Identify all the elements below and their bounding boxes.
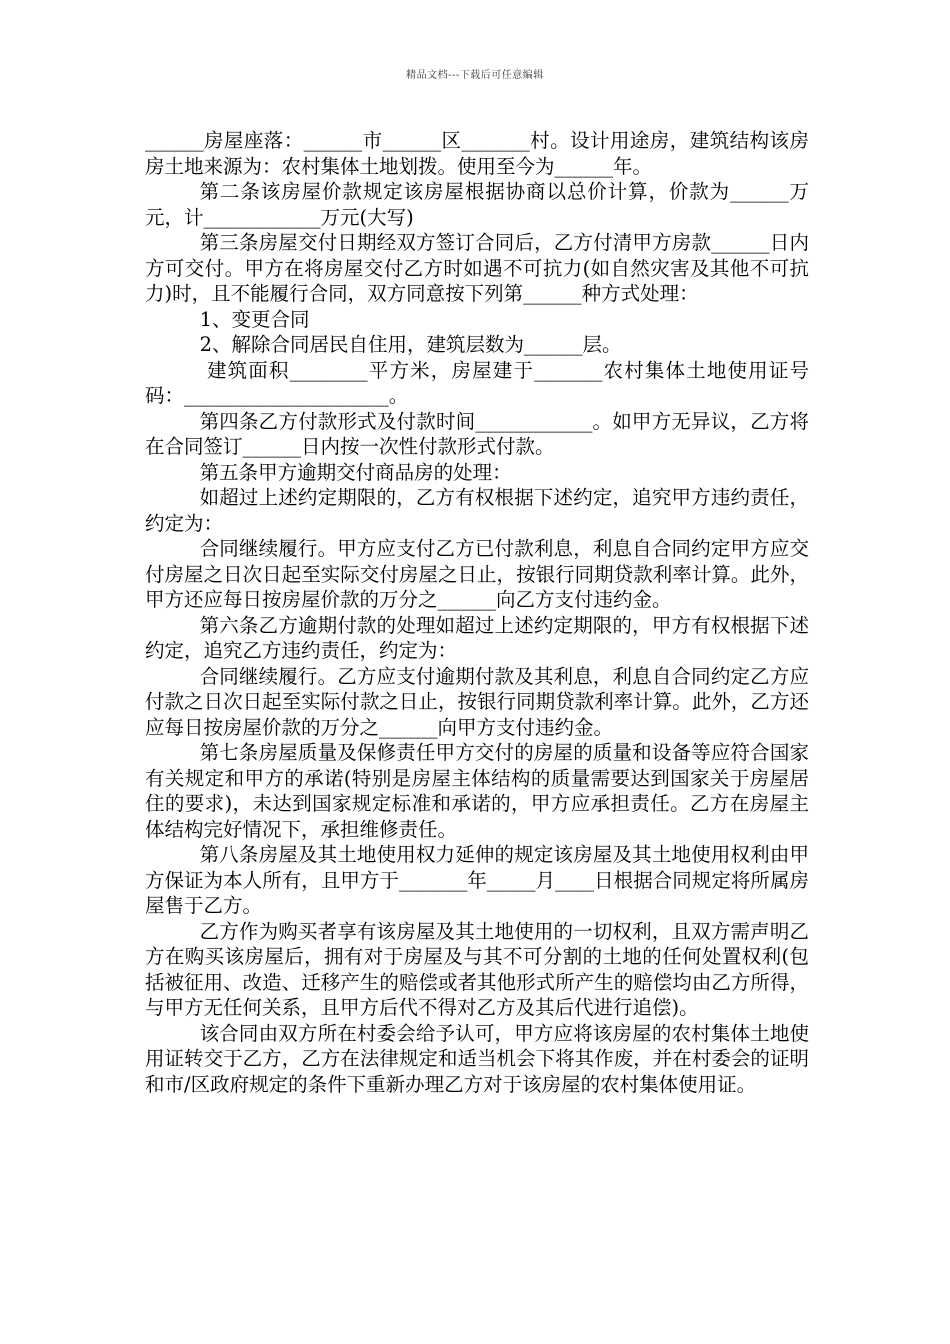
paragraph-13: 第七条房屋质量及保修责任甲方交付的房屋的质量和设备等应符合国家有关规定和甲方的承诺(特别是房屋主体结构的质量需要达到国家关于房屋居住的要求)，未达到国家规定标准和承诺的，甲方应承担责任。乙方在房屋主体结构完好情况下，承担维修责任。 xyxy=(145,741,809,841)
paragraph-12: 合同继续履行。乙方应支付逾期付款及其利息，利息自合同约定乙方应付款之日次日起至实际付款之日止，按银行同期贷款利率计算。此外，乙方还应每日按房屋价款的万分之______向甲方支付违约金。 xyxy=(145,664,809,739)
paragraph-15: 乙方作为购买者享有该房屋及其土地使用的一切权利，且双方需声明乙方在购买该房屋后，拥有对于房屋及与其不可分割的土地的任何处置权利(包括被征用、改造、迁移产生的赔偿或者其他形式所产生的赔偿均由乙方所得，与甲方无任何关系，且甲方后代不得对乙方及其后代进行追偿)。 xyxy=(145,919,809,1019)
paragraph-16: 该合同由双方所在村委会给予认可，甲方应将该房屋的农村集体土地使用证转交于乙方，乙方在法律规定和适当机会下将其作废，并在村委会的证明和市/区政府规定的条件下重新办理乙方对于该房屋的农村集体使用证。 xyxy=(145,1021,809,1096)
paragraph-14: 第八条房屋及其土地使用权力延伸的规定该房屋及其土地使用权利由甲方保证为本人所有，且甲方于_______年_____月____日根据合同规定将所属房屋售于乙方。 xyxy=(145,843,809,917)
paragraph-11: 第六条乙方逾期付款的处理如超过上述约定期限的，甲方有权根据下述约定，追究乙方违约责任，约定为： xyxy=(145,613,809,662)
paragraph-10: 合同继续履行。甲方应支付乙方已付款利息，利息自合同约定甲方应交付房屋之日次日起至实际交付房屋之日止，按银行同期贷款利率计算。此外，甲方还应每日按房屋价款的万分之______向乙方支付违约金。 xyxy=(145,537,809,611)
paragraph-8: 第五条甲方逾期交付商品房的处理： xyxy=(199,460,512,484)
paragraph-6: 建筑面积________平方米，房屋建于_______农村集体土地使用证号码：_____________________。 xyxy=(145,358,809,407)
paragraph-9: 如超过上述约定期限的，乙方有权根据下述约定，追究甲方违约责任，约定为： xyxy=(145,486,809,535)
paragraph-3: 第三条房屋交付日期经双方签订合同后，乙方付清甲方房款______日内方可交付。甲方在将房屋交付乙方时如遇不可抗力(如自然灾害及其他不可抗力)时，且不能履行合同，双方同意按下列第______种方式处理： xyxy=(145,231,809,305)
paragraph-7: 第四条乙方付款形式及付款时间____________。如甲方无异议，乙方将在合同签订______日内按一次性付款形式付款。 xyxy=(145,409,809,458)
paragraph-4: 1、变更合同 xyxy=(199,307,310,331)
paragraph-1: ______房屋座落：______市______区_______村。设计用途房，建筑结构该房房土地来源为：农村集体土地划拨。使用至今为______年。 xyxy=(145,129,809,178)
document-body xyxy=(145,128,809,1097)
page-header: 精品文档---下载后可任意编辑 xyxy=(406,70,544,81)
paragraph-5: 2、解除合同居民自住用，建筑层数为______层。 xyxy=(199,333,622,356)
paragraph-2: 第二条该房屋价款规定该房屋根据协商以总价计算，价款为______万元，计____________万元(大写) xyxy=(145,180,809,229)
